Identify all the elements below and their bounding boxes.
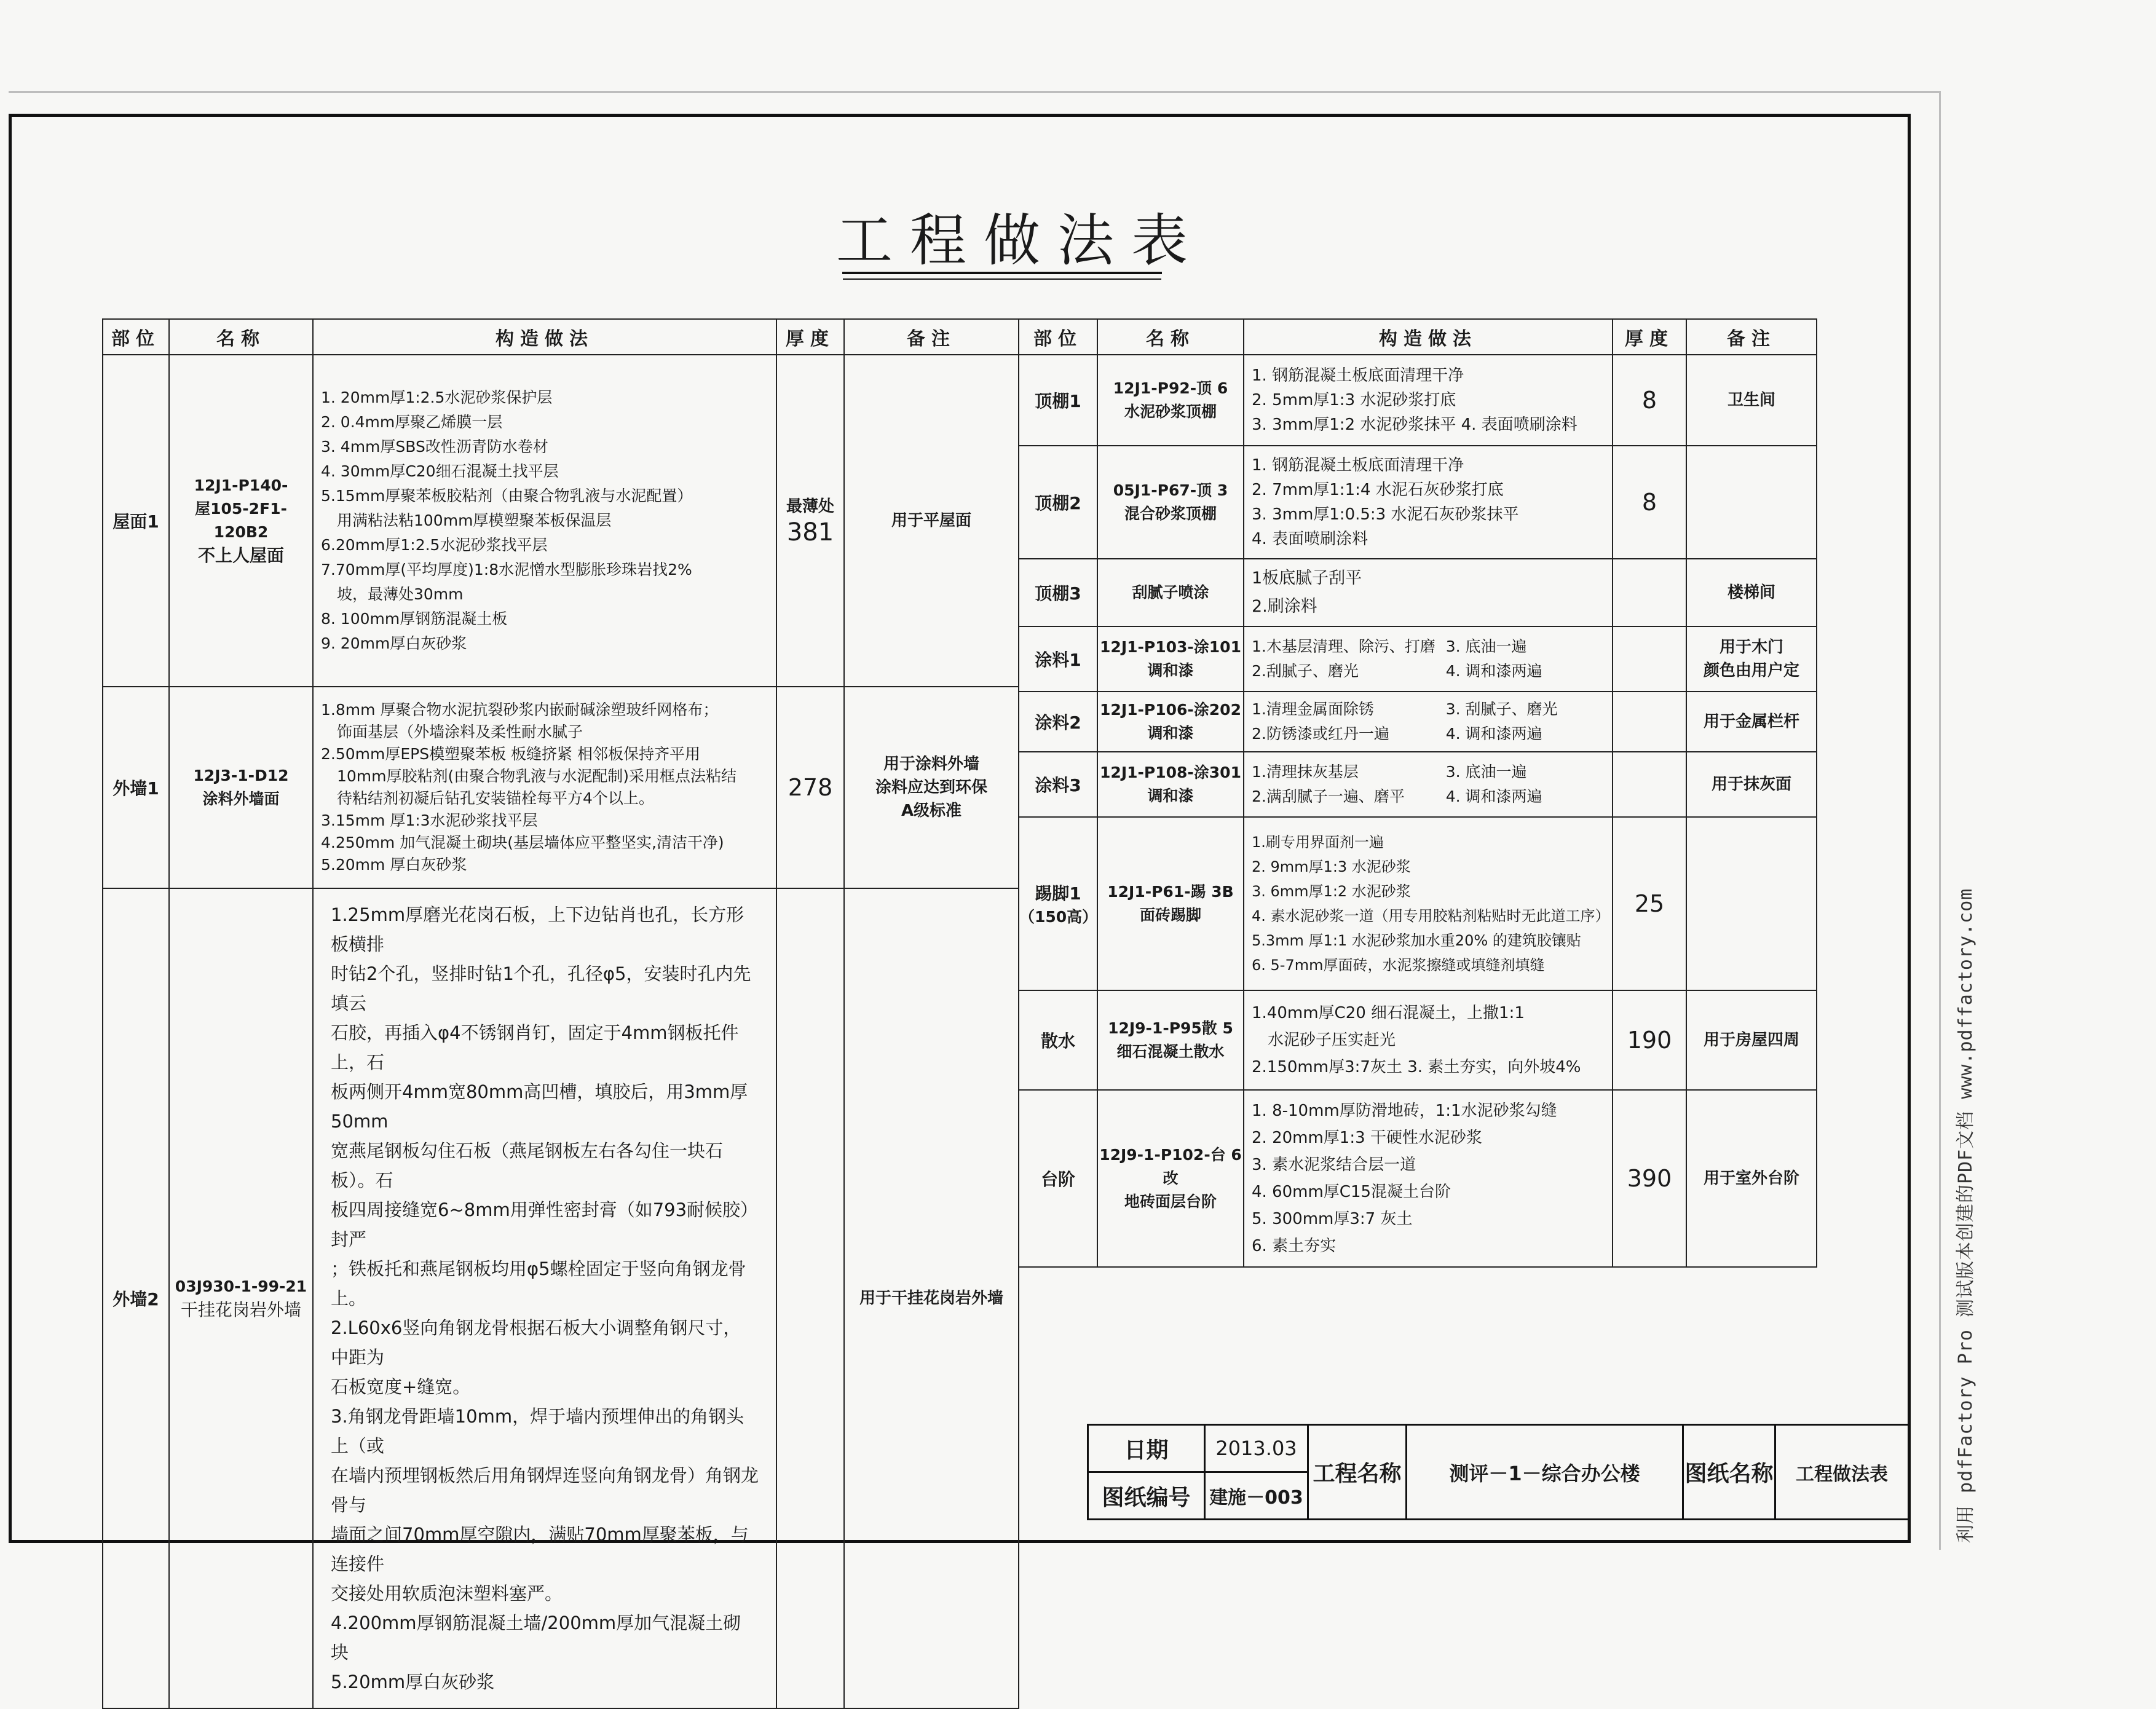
step-line: 石胶，再插入φ4不锈钢肖钉，固定于4mm钢板托件上，石 [331,1022,739,1073]
step-line: 待粘结剂初凝后钻孔安装锚栓每平方4个以上。 [337,789,654,807]
name-line: 12J1-P103-涂101 [1100,638,1241,656]
row-steps [313,355,776,687]
step-pair [1252,760,1605,784]
name-line: 水泥砂浆顶棚 [1124,403,1217,420]
table-row [103,888,1019,1708]
name-line: 细石混凝土散水 [1116,1043,1225,1060]
step-line: 1.8mm 厚聚合物水泥抗裂砂浆内嵌耐碱涂塑玻纤网格布； [321,701,719,719]
step-line: 墙面之间70mm厚空隙内，满贴70mm厚聚苯板，与连接件 [331,1524,749,1574]
step-line: 10mm厚胶粘剂(由聚合物乳液与水泥配制)采用框点法粘结 [337,767,737,785]
row-remark [844,687,1019,888]
row-name [169,355,313,687]
step-pair [1252,659,1605,684]
step-line: 坡，最薄处30mm [337,585,464,603]
step-line: 石板宽度+缝宽。 [331,1376,471,1397]
step-line: 在墙内预埋钢板然后用角钢焊连竖向角钢龙骨）角钢龙骨与 [331,1465,759,1515]
date-label: 日期 [1088,1425,1205,1472]
remark-line: 涂料应达到环保 [875,778,987,797]
step-line: ；铁板托和燕尾钢板均用φ5螺栓固定于竖向角钢龙骨上。 [331,1258,746,1309]
row-steps [1244,355,1613,446]
row-thickness [1613,559,1686,626]
step-line: 3.15mm 厚1:3水泥砂浆找平层 [321,811,538,829]
step-line: 1.木基层清理、除污、打磨 [1252,637,1435,655]
drawing-name-value: 工程做法表 [1775,1425,1909,1520]
table-row [103,355,1019,687]
step-line: 3. 底油一遍 [1445,637,1527,655]
row-part: 台阶 [1019,1090,1097,1267]
step-line: 2.刮腻子、磨光 [1252,662,1359,680]
name-line: 不上人屋面 [197,545,284,566]
date-value: 2013.03 [1205,1425,1308,1472]
step-line: 4. 30mm厚C20细石混凝土找平层 [321,462,559,480]
step-line: 板两侧开4mm宽80mm高凹槽，填胶后，用3mm厚50mm [331,1081,748,1132]
row-thickness [1613,752,1686,817]
pdffactory-watermark: 利用 pdfFactory Pro 测试版本创建的PDF文档 www.pdffactory.com [1955,888,1976,1543]
row-steps [1244,752,1613,817]
title-underline [842,272,1162,274]
thickness-label: 最薄处 [786,497,834,516]
step-line: 1.清理抹灰基层 [1252,763,1359,781]
table-row [103,687,1019,888]
row-thickness [1613,626,1686,692]
header-method: 构造做法 [313,319,776,355]
table-row [1019,1090,1817,1267]
row-steps [1244,990,1613,1090]
drawing-name-label: 图纸名称 [1683,1425,1775,1520]
row-remark: 用于金属栏杆 [1686,692,1817,752]
step-pair [1252,697,1605,722]
header-method: 构造做法 [1244,319,1613,355]
step-line: 1板底腻子刮平 [1252,569,1362,588]
name-line: 12J3-1-D12 [193,767,289,784]
step-line: 用满粘法粘100mm厚模塑聚苯板保温层 [337,511,612,529]
row-part: 涂料1 [1019,626,1097,692]
row-remark [1686,817,1817,990]
name-line: 12J9-1-P95散 5 [1108,1019,1233,1037]
title-block-row [1088,1425,1909,1472]
row-thickness: 190 [1613,990,1686,1090]
row-remark: 楼梯间 [1686,559,1817,626]
step-line: 交接处用软质泡沫塑料塞严。 [331,1583,563,1604]
row-thickness: 8 [1613,446,1686,559]
step-line: 宽燕尾钢板勾住石板（燕尾钢板左右各勾住一块石板）。石 [331,1140,724,1191]
name-line: 05J1-P67-顶 3 [1113,481,1228,499]
table-row [1019,355,1817,446]
row-remark: 用于抹灰面 [1686,752,1817,817]
step-line: 2.50mm厚EPS模塑聚苯板 板缝挤紧 相邻板保持齐平用 [321,745,701,763]
step-line: 3. 3mm厚1:0.5:3 水泥石灰砂浆抹平 [1252,505,1519,524]
step-line: 2. 5mm厚1:3 水泥砂浆打底 [1252,391,1456,409]
step-line: 1.刷专用界面剂一遍 [1252,834,1384,851]
step-line: 1. 20mm厚1:2.5水泥砂浆保护层 [321,389,553,406]
step-line: 3. 3mm厚1:2 水泥砂浆抹平 4. 表面喷刷涂料 [1252,416,1578,434]
remark-line: 用于涂料外墙 [883,755,979,773]
row-steps [313,687,776,888]
remark-line: 颜色由用户定 [1703,661,1799,680]
step-pair [1252,634,1605,659]
row-part: 涂料2 [1019,692,1097,752]
step-line: 3. 刮腻子、磨光 [1445,700,1558,718]
step-line: 2. 0.4mm厚聚乙烯膜一层 [321,413,503,431]
thickness-value: 381 [786,518,834,547]
row-remark: 用于室外台阶 [1686,1090,1817,1267]
table-row [1019,692,1817,752]
step-line: 3.角钢龙骨距墙10mm，焊于墙内预埋伸出的角钢头上（或 [331,1406,744,1456]
name-line: 调和漆 [1147,724,1194,742]
row-part [1019,817,1097,990]
name-line: 12J1-P61-踢 3B [1107,883,1234,901]
step-line: 4. 素水泥砂浆一道（用专用胶粘剂粘贴时无此道工序） [1252,907,1610,925]
project-label: 工程名称 [1308,1425,1407,1520]
step-line: 板四周接缝宽6~8mm用弹性密封膏（如793耐候胶）封严 [331,1199,759,1250]
step-line: 8. 100mm厚钢筋混凝土板 [321,610,508,628]
name-line: 干挂花岗岩外墙 [180,1300,301,1320]
row-name [169,888,313,1708]
name-line: 混合砂浆顶棚 [1124,505,1217,523]
row-steps [1244,1090,1613,1267]
step-line: 3. 4mm厚SBS改性沥青防水卷材 [321,438,548,456]
row-remark [1686,626,1817,692]
step-line: 时钻2个孔，竖排时钻1个孔，孔径φ5，安装时孔内先填云 [331,963,751,1014]
row-part: 散水 [1019,990,1097,1090]
row-name [1097,817,1244,990]
step-line: 4. 调和漆两遍 [1445,725,1542,743]
table-row [1019,446,1817,559]
header-name: 名称 [169,319,313,355]
row-name [1097,1090,1244,1267]
row-steps [1244,692,1613,752]
step-line: 3. 6mm厚1:2 水泥砂浆 [1252,883,1411,900]
row-thickness [1613,692,1686,752]
row-thickness: 390 [1613,1090,1686,1267]
step-line: 2.防锈漆或红丹一遍 [1252,725,1389,743]
row-remark: 用于房屋四周 [1686,990,1817,1090]
row-thickness: 8 [1613,355,1686,446]
left-spec-table [102,318,1019,1709]
table-row [1019,752,1817,817]
step-line: 4. 60mm厚C15混凝土台阶 [1252,1183,1451,1201]
name-line: 12J9-1-P102-台 6改 [1099,1146,1242,1187]
row-steps [313,888,776,1708]
step-line: 9. 20mm厚白灰砂浆 [321,634,467,652]
step-line: 5.3mm 厚1:1 水泥砂浆加水重20% 的建筑胶镶贴 [1252,932,1581,949]
row-thickness [776,355,844,687]
header-name: 名称 [1097,319,1244,355]
step-pair [1252,784,1605,809]
name-line: 面砖踢脚 [1139,906,1201,924]
row-steps [1244,817,1613,990]
row-name [1097,626,1244,692]
row-remark: 卫生间 [1686,355,1817,446]
row-part: 涂料3 [1019,752,1097,817]
row-steps [1244,559,1613,626]
step-line: 4. 表面喷刷涂料 [1252,530,1368,548]
step-line: 1.清理金属面除锈 [1252,700,1374,718]
row-remark [1686,446,1817,559]
header-thickness: 厚度 [776,319,844,355]
row-remark: 用于干挂花岗岩外墙 [844,888,1019,1708]
table-header-row [1019,319,1817,355]
step-line: 2.150mm厚3:7灰土 3. 素土夯实，向外坡4% [1252,1058,1581,1076]
step-line: 饰面基层（外墙涂料及柔性耐水腻子 [337,723,583,741]
title-block [1087,1424,1909,1520]
header-remark: 备注 [1686,319,1817,355]
step-line: 2.刷涂料 [1252,597,1317,616]
step-line: 2. 9mm厚1:3 水泥砂浆 [1252,858,1411,875]
table-row [1019,626,1817,692]
step-line: 6. 素土夯实 [1252,1237,1337,1255]
step-line: 1. 钢筋混凝土板底面清理干净 [1252,456,1464,475]
step-line: 水泥砂子压实赶光 [1268,1031,1396,1049]
header-thickness: 厚度 [1613,319,1686,355]
step-line: 1. 钢筋混凝土板底面清理干净 [1252,366,1464,385]
row-name [1097,692,1244,752]
row-part: 顶棚3 [1019,559,1097,626]
part-line: 踢脚1 [1035,883,1081,904]
name-line: 屋105-2F1-120B2 [195,500,287,541]
step-line: 5.20mm 厚白灰砂浆 [321,856,467,874]
name-line: 地砖面层台阶 [1124,1193,1217,1210]
step-line: 2. 7mm厚1:1:4 水泥石灰砂浆打底 [1252,481,1504,499]
row-name [169,687,313,888]
step-line: 6.20mm厚1:2.5水泥砂浆找平层 [321,536,548,554]
row-name [1097,446,1244,559]
row-name [1097,355,1244,446]
step-line: 1. 8-10mm厚防滑地砖，1:1水泥砂浆勾缝 [1252,1102,1557,1120]
table-row [1019,990,1817,1090]
name-line: 12J1-P108-涂301 [1100,764,1241,781]
remark-line: 用于木门 [1719,638,1783,657]
row-part: 顶棚1 [1019,355,1097,446]
step-line: 6. 5-7mm厚面砖，水泥浆擦缝或填缝剂填缝 [1252,957,1545,974]
row-name: 刮腻子喷涂 [1097,559,1244,626]
drawing-no-value: 建施－003 [1205,1472,1308,1520]
name-line: 12J1-P106-涂202 [1100,701,1241,719]
step-line: 1.25mm厚磨光花岗石板，上下边钻肖也孔，长方形板横排 [331,904,744,955]
page-title: 工程做法表 [836,208,1206,274]
step-line: 7.70mm厚(平均厚度)1:8水泥憎水型膨胀珍珠岩找2% [321,561,692,578]
table-header-row [103,319,1019,355]
step-line: 2.满刮腻子一遍、磨平 [1252,787,1405,805]
part-line: （150高） [1019,908,1098,926]
remark-line: A级标准 [901,802,962,820]
step-line: 3. 素水泥浆结合层一道 [1252,1156,1416,1174]
name-line: 调和漆 [1147,787,1194,805]
header-remark: 备注 [844,319,1019,355]
row-steps [1244,446,1613,559]
step-line: 4. 调和漆两遍 [1445,787,1542,805]
step-line: 5.20mm厚白灰砂浆 [331,1672,495,1692]
name-line: 03J930-1-99-21 [175,1277,307,1295]
step-line: 3. 底油一遍 [1445,763,1527,781]
row-part: 外墙2 [103,888,169,1708]
row-steps [1244,626,1613,692]
row-thickness: 25 [1613,817,1686,990]
step-pair [1252,722,1605,746]
row-part: 顶棚2 [1019,446,1097,559]
table-row [1019,817,1817,990]
project-value: 测评－1－综合办公楼 [1407,1425,1683,1520]
step-line: 4. 调和漆两遍 [1445,662,1542,680]
name-line: 调和漆 [1147,661,1194,679]
name-line: 涂料外墙面 [202,790,280,808]
row-thickness: 278 [776,687,844,888]
step-line: 2. 20mm厚1:3 干硬性水泥砂浆 [1252,1129,1482,1147]
row-name [1097,752,1244,817]
row-part: 屋面1 [103,355,169,687]
step-line: 2.L60x6竖向角钢龙骨根据石板大小调整角钢尺寸，中距为 [331,1317,741,1368]
step-line: 1.40mm厚C20 细石混凝土，上撒1:1 [1252,1004,1525,1022]
header-part: 部位 [1019,319,1097,355]
row-name [1097,990,1244,1090]
step-line: 5. 300mm厚3:7 灰土 [1252,1210,1413,1228]
name-line: 12J1-P140- [194,476,288,494]
row-remark: 用于平屋面 [844,355,1019,687]
row-part: 外墙1 [103,687,169,888]
table-row [1019,559,1817,626]
step-line: 5.15mm厚聚苯板胶粘剂（由聚合物乳液与水泥配置） [321,487,693,505]
row-thickness [776,888,844,1708]
right-spec-table [1018,318,1817,1268]
step-line: 4.200mm厚钢筋混凝土墙/200mm厚加气混凝土砌块 [331,1612,741,1663]
drawing-no-label: 图纸编号 [1088,1472,1205,1520]
header-part: 部位 [103,319,169,355]
name-line: 12J1-P92-顶 6 [1113,379,1228,397]
step-line: 4.250mm 加气混凝土砌块(基层墙体应平整坚实,清洁干净) [321,834,724,851]
